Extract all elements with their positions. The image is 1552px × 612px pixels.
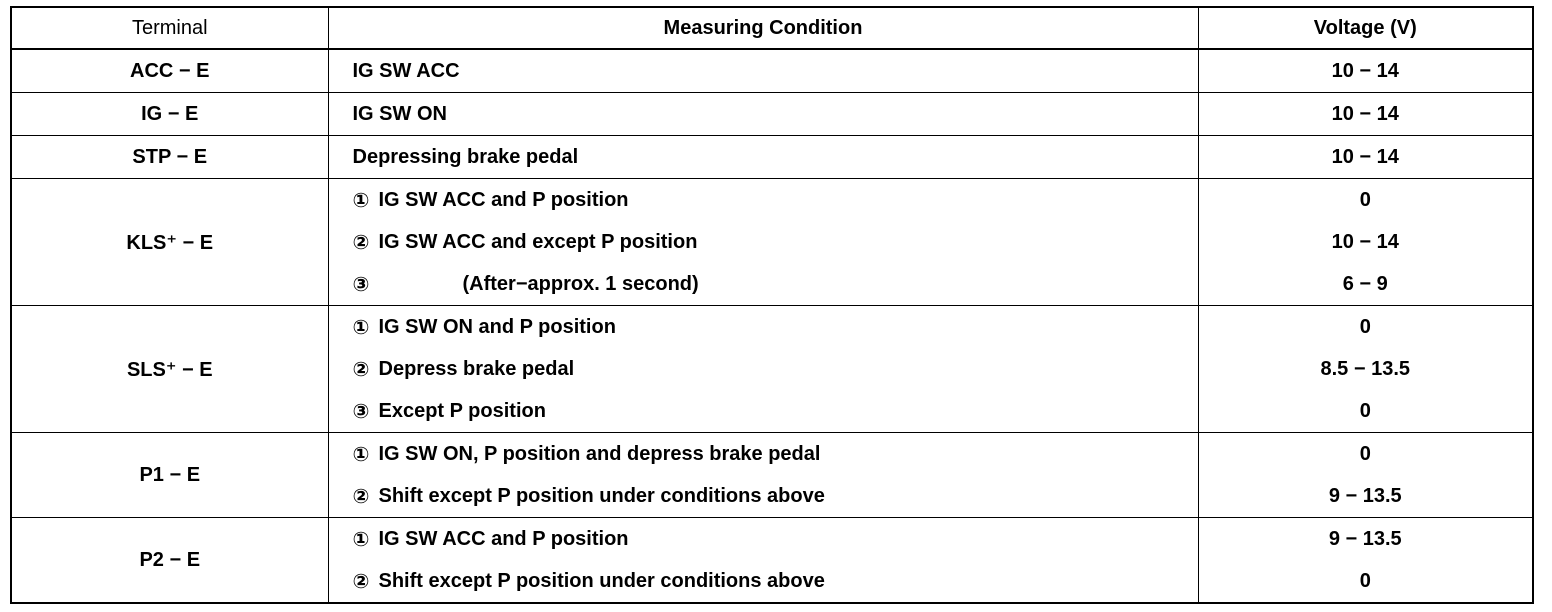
header-voltage: Voltage (V) <box>1198 7 1533 49</box>
voltage-cell: 0 <box>1198 390 1533 433</box>
condition-cell <box>328 263 1198 306</box>
voltage-cell: 0 <box>1198 433 1533 476</box>
condition-cell <box>328 306 1198 349</box>
condition-text: (After−approx. 1 second) <box>462 272 699 295</box>
table-row <box>11 179 1533 222</box>
header-measuring-condition: Measuring Condition <box>328 7 1198 49</box>
step-marker: ③ <box>352 273 370 296</box>
condition-cell <box>328 390 1198 433</box>
condition-text: IG SW ON, P position and depress brake pedal <box>378 442 821 465</box>
condition-text: IG SW ACC and P position <box>378 188 629 211</box>
condition-text: IG SW ACC and P position <box>378 527 629 550</box>
step-marker: ① <box>352 316 370 339</box>
condition-cell <box>328 221 1198 263</box>
header-row <box>11 7 1533 49</box>
step-marker: ② <box>352 485 370 508</box>
step-marker: ① <box>352 189 370 212</box>
condition-text: Shift except P position under conditions above <box>378 569 825 592</box>
terminal-cell: P1 − E <box>11 433 328 518</box>
voltage-cell: 10 − 14 <box>1198 221 1533 263</box>
voltage-cell: 9 − 13.5 <box>1198 518 1533 561</box>
voltage-cell: 9 − 13.5 <box>1198 475 1533 518</box>
voltage-cell: 8.5 − 13.5 <box>1198 348 1533 390</box>
condition-text: Shift except P position under conditions above <box>378 484 825 507</box>
terminal-cell: SLS⁺ − E <box>11 306 328 433</box>
condition-text: Except P position <box>378 399 546 422</box>
table-row <box>11 306 1533 349</box>
condition-cell: IG SW ACC <box>328 49 1198 93</box>
terminal-cell: ACC − E <box>11 49 328 93</box>
condition-cell: Depressing brake pedal <box>328 136 1198 179</box>
terminal-cell: KLS⁺ − E <box>11 179 328 306</box>
voltage-cell: 0 <box>1198 560 1533 603</box>
step-marker: ① <box>352 443 370 466</box>
condition-text: Depress brake pedal <box>378 357 575 380</box>
voltage-cell: 10 − 14 <box>1198 93 1533 136</box>
step-marker: ② <box>352 231 370 254</box>
terminal-cell: P2 − E <box>11 518 328 604</box>
condition-cell <box>328 348 1198 390</box>
header-terminal: Terminal <box>11 7 328 49</box>
condition-cell <box>328 433 1198 476</box>
voltage-cell: 10 − 14 <box>1198 49 1533 93</box>
condition-text: IG SW ACC and except P position <box>378 230 698 253</box>
table-row <box>11 518 1533 561</box>
step-marker: ① <box>352 528 370 551</box>
table-row <box>11 136 1533 179</box>
voltage-cell: 0 <box>1198 179 1533 222</box>
voltage-cell: 0 <box>1198 306 1533 349</box>
step-marker: ② <box>352 358 370 381</box>
condition-cell <box>328 518 1198 561</box>
step-marker: ② <box>352 570 370 593</box>
table-row <box>11 93 1533 136</box>
voltage-cell: 10 − 14 <box>1198 136 1533 179</box>
terminal-cell: STP − E <box>11 136 328 179</box>
table-row <box>11 49 1533 93</box>
terminal-cell: IG − E <box>11 93 328 136</box>
condition-cell <box>328 179 1198 222</box>
step-marker: ③ <box>352 400 370 423</box>
condition-cell: IG SW ON <box>328 93 1198 136</box>
voltage-cell: 6 − 9 <box>1198 263 1533 306</box>
condition-cell <box>328 475 1198 518</box>
table-row <box>11 433 1533 476</box>
terminal-voltage-table <box>10 6 1534 604</box>
condition-text: IG SW ON and P position <box>378 315 616 338</box>
condition-cell <box>328 560 1198 603</box>
